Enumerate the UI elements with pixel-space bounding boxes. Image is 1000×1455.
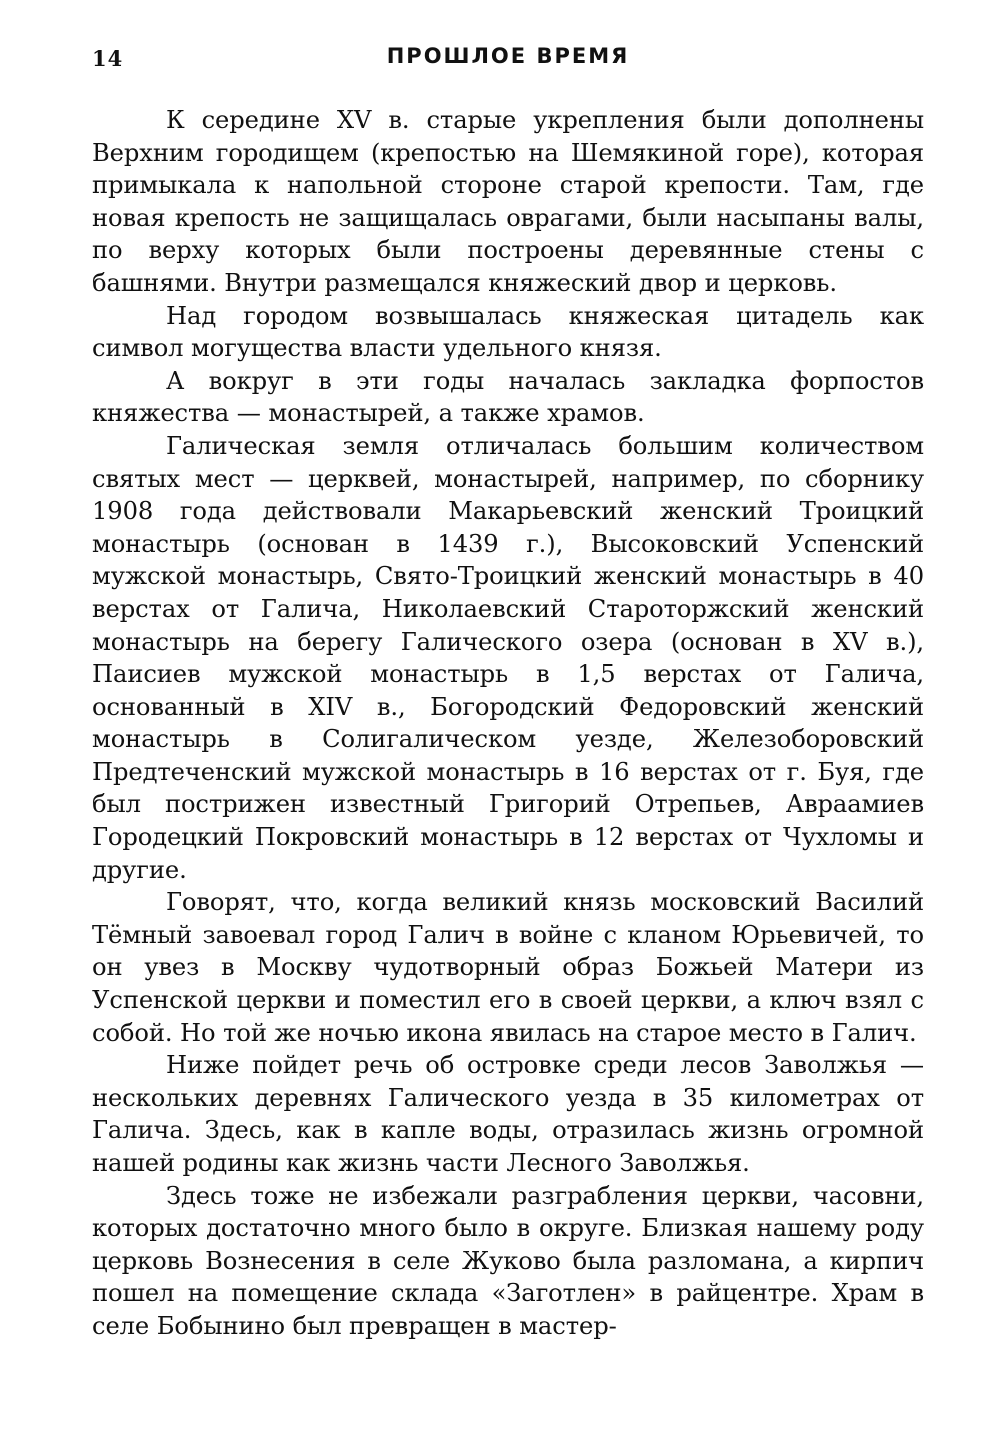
paragraph-legend: Говорят, что, когда великий князь московский Василий Тёмный завоевал город Галич в войне с кланом Юрьевичей, то он увез в Москву чудотворный образ Божьей Матери из Успенской церкви и поместил его в своей церкви, а ключ взял с собой. Но той же ночью икона явилась на старое место в Галич. (92, 888, 924, 1047)
paragraph-volga-region: Ниже пойдет речь об островке среди лесов Заволжья — нескольких деревнях Галического уезда в 35 километрах от Галича. Здесь, как в капле воды, отразилась жизнь огромной нашей родины как жизнь части Лесного Заволжья. (92, 1051, 924, 1177)
paragraph-churches: Здесь тоже не избежали разграбления церкви, часовни, которых достаточно много было в округе. Близкая нашему роду церковь Вознесения в селе Жуково была разломана, а кирпич пошел на помещение склада «Заготлен» в райцентре. Храм в селе Бобынино был превращен в мастер- (92, 1181, 924, 1340)
text-body (92, 104, 924, 1343)
paragraph-fortifications: К середине XV в. старые укрепления были дополнены Верхним городищем (крепостью на Шемякиной горе), которая примыкала к напольной стороне старой крепости. Там, где новая крепость не защищалась оврагами, были насыпаны валы, по верху которых были построены деревянные стены с башнями. Внутри размещался княжеский двор и церковь. (92, 106, 924, 297)
paragraph-monasteries: Галическая земля отличалась большим количеством святых мест — церквей, монастырей, например, по сборнику 1908 года действовали Макарьевский женский Троицкий монастырь (основан в 1439 г.), Высоковский Успенский мужской монастырь, Свято-Троицкий женский монастырь в 40 верстах от Галича, Николаевский Староторжский женский монастырь на берегу Галического озера (основан в XV в.), Паисиев мужской монастырь в 1,5 верстах от Галича, основанный в XIV в., Богородский Федоровский женский монастырь в Солигалическом уезде, Железоборовский Предтеченский мужской монастырь в 16 верстах от г. Буя, где был пострижен известный Григорий Отрепьев, Авраамиев Городецкий Покровский монастырь в 12 верстах от Чухломы и другие. (92, 431, 924, 884)
running-title: ПРОШЛОЕ ВРЕМЯ (386, 44, 630, 68)
paragraph-citadel: Над городом возвышалась княжеская цитадель как символ могущества власти удельного князя. (92, 301, 924, 363)
running-header (92, 38, 924, 82)
paragraph-outposts: А вокруг в эти годы началась закладка форпостов княжества — монастырей, а также храмов. (92, 366, 924, 428)
page-number: 14 (92, 46, 124, 71)
